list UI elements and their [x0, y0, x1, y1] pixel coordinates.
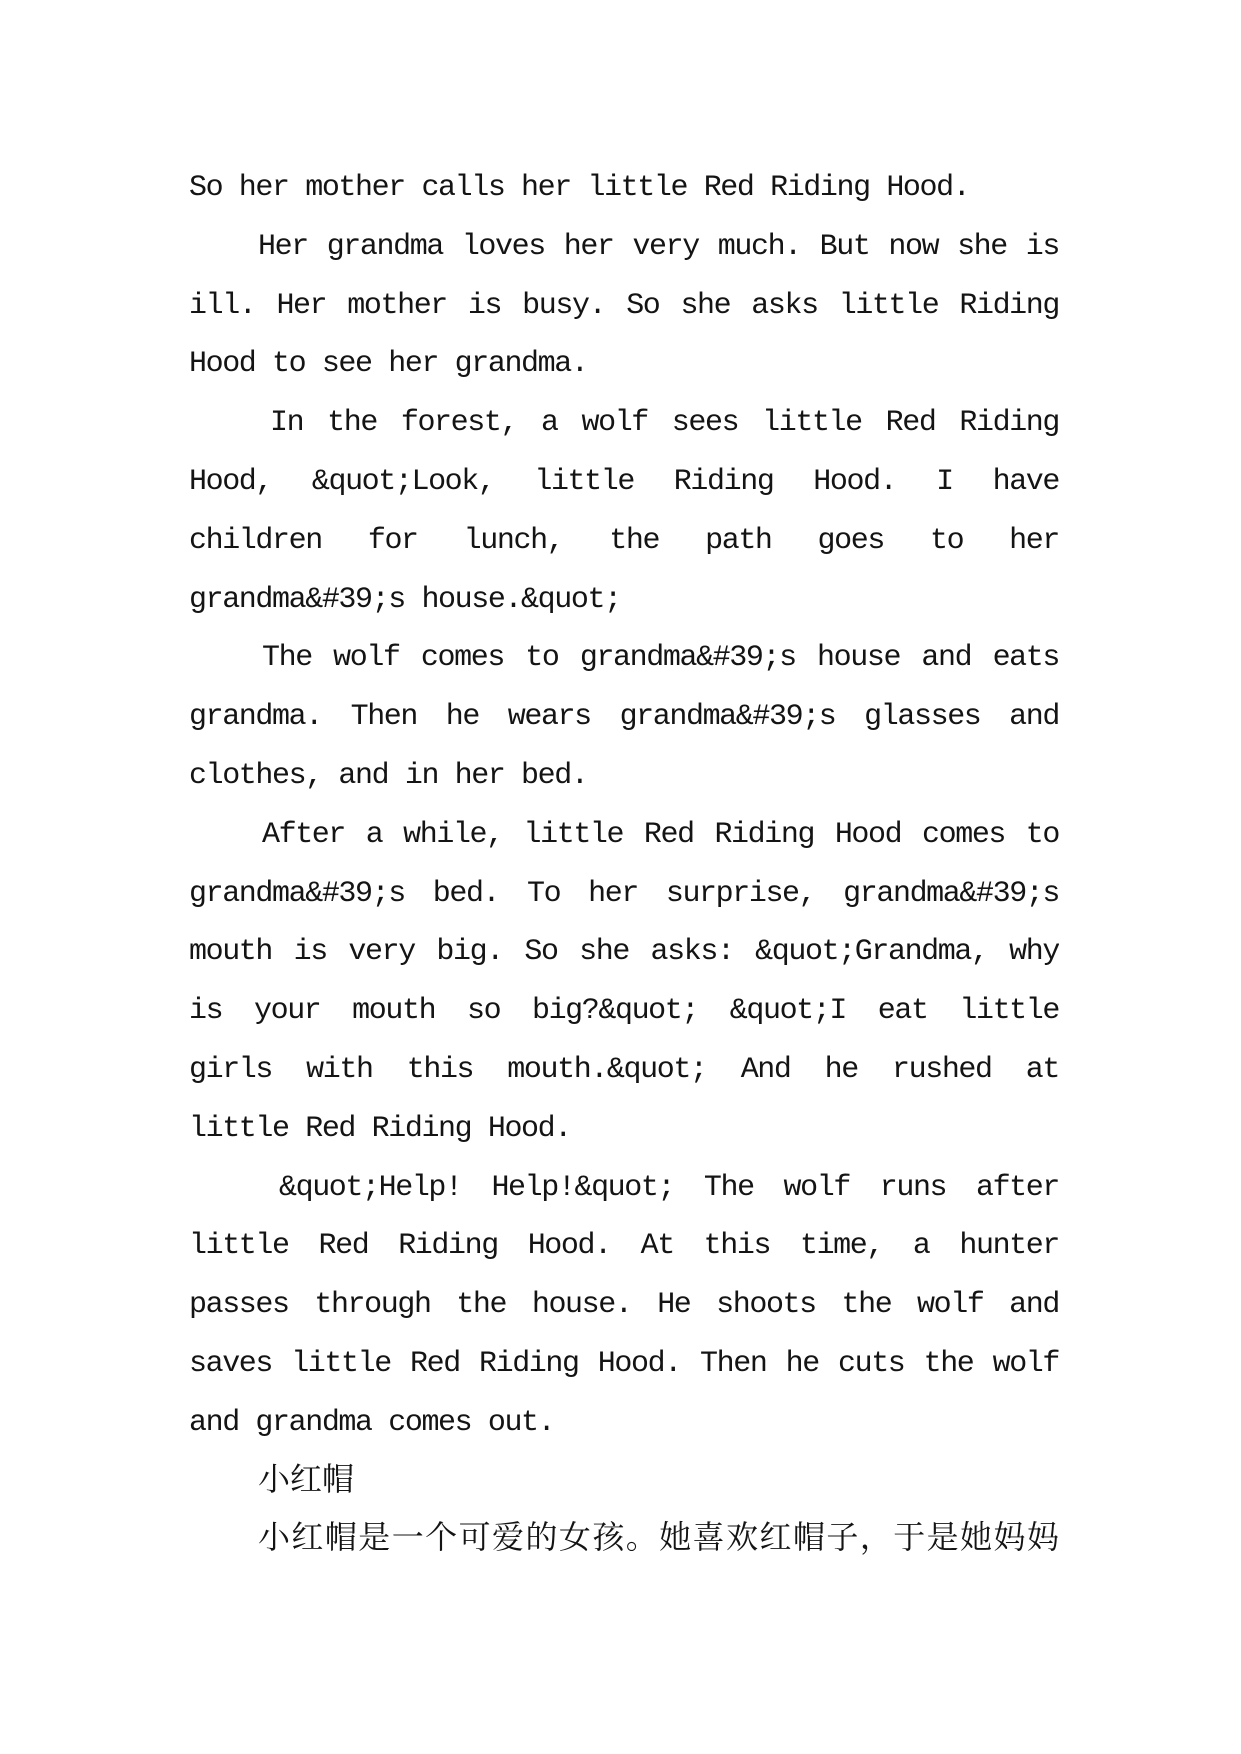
- document-body: [189, 159, 1059, 1570]
- text-line: clothes, and in her bed.: [189, 758, 588, 793]
- text-line: grandma&#39;s house.&quot;: [189, 582, 621, 617]
- text-line: children for lunch, the path goes to her: [189, 523, 1059, 558]
- text-line: ill. Her mother is busy. So she asks little Riding: [189, 288, 1059, 323]
- text-line: grandma. Then he wears grandma&#39;s glasses and: [189, 700, 1059, 735]
- text-line: grandma&#39;s bed. To her surprise, grandma&#39;s: [189, 876, 1059, 911]
- paragraph: [189, 629, 1059, 805]
- paragraph: [189, 218, 1059, 394]
- text-line: 小红帽: [258, 1462, 355, 1500]
- text-line: So her mother calls her little Red Riding Hood.: [189, 171, 970, 205]
- text-line: passes through the house. He shoots the wolf and: [189, 1288, 1059, 1323]
- text-line: and grandma comes out.: [189, 1405, 555, 1440]
- paragraph: [189, 806, 1059, 1159]
- text-line: little Red Riding Hood.: [189, 1111, 571, 1146]
- text-line: little Red Riding Hood. At this time, a hunter: [189, 1229, 1059, 1264]
- text-line: After a while, little Red Riding Hood comes to: [262, 817, 1059, 852]
- text-line: saves little Red Riding Hood. Then he cuts the wolf: [189, 1346, 1059, 1381]
- chinese-title: [189, 1453, 1059, 1512]
- text-line: 小红帽是一个可爱的女孩。她喜欢红帽子，于是她妈妈: [258, 1521, 1059, 1559]
- text-line: is your mouth so big?&quot; &quot;I eat little: [189, 994, 1059, 1029]
- text-line: Hood, &quot;Look, little Riding Hood. I have: [189, 464, 1059, 499]
- text-line: girls with this mouth.&quot; And he rushed at: [189, 1052, 1059, 1087]
- paragraph: [189, 1159, 1059, 1453]
- text-line: In the forest, a wolf sees little Red Riding: [270, 406, 1059, 441]
- text-line: Hood to see her grandma.: [189, 347, 588, 382]
- paragraph: [189, 1511, 1059, 1570]
- paragraph: [189, 394, 1059, 629]
- text-line: mouth is very big. So she asks: &quot;Grandma, why: [189, 935, 1059, 970]
- text-line: The wolf comes to grandma&#39;s house and eats: [262, 641, 1059, 676]
- paragraph: [189, 159, 1059, 218]
- text-line: Her grandma loves her very much. But now she is: [258, 229, 1059, 264]
- text-line: &quot;Help! Help!&quot; The wolf runs after: [279, 1170, 1059, 1205]
